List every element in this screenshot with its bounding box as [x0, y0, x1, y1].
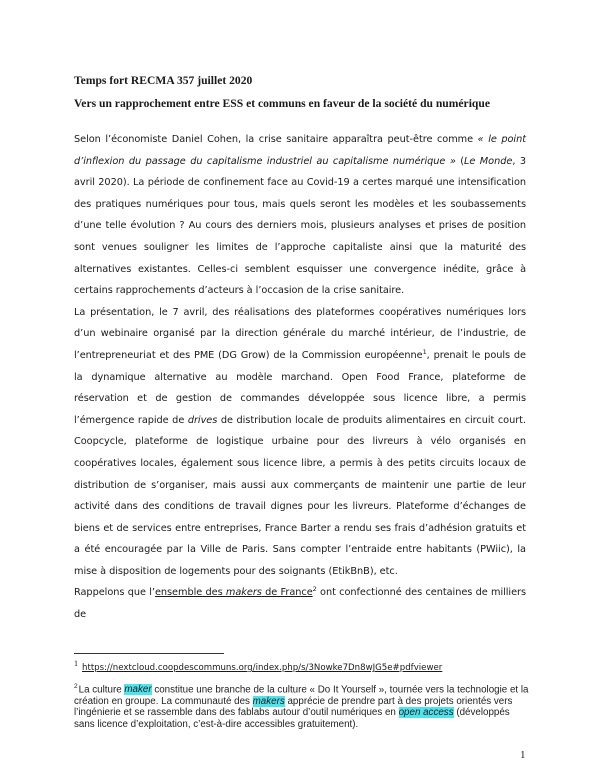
- paragraph-2: La présentation, le 7 avril, des réalisations des plateformes coopératives numériques lors d’un webinaire organisé par la direction générale du marché intérieur, de l’industrie, de l’entrepreneuriat et des PME (DG Grow) de la Commission européenne$^1$, prenait le pouls de la dynamique alternative au modèle marchand. Open Food France, plateforme de réservation et de gestion de commandes développée sous licence libre, a permis l’émergence rapide de drives de distribution locale de produits alimentaires en circuit court. Coopcycle, plateforme de logistique urbaine pour des livreurs à vélo organisés en coopératives locales, également sous licence libre, a permis à des petits circuits locaux de distribution de s’organiser, mais aussi aux commerçants de maintenir une partie de leur activité dans des conditions de travail dignes pour les livreurs. Plateforme d’échanges de biens et de services entre entreprises, France Barter a rendu ses frais d’adhésion gratuits et a été encouragée par la Ville de Paris. Sans compter l’entraide entre habitants (PWiic), la mise à disposition de logements pour des soignants (EtikBnB), etc.: [74, 306, 526, 577]
- paragraph-3: Rappelons que l’ensemble des makers de France$^2$ ont confectionné des centaines de milliers de: [74, 585, 527, 621]
- paragraph-1: Selon l’économiste Daniel Cohen, la crise sanitaire apparaîtra peut-être comme « le point d’inflexion du passage du capitalisme industriel au capitalisme numérique » (Le Monde, 3 avril 2020). La période de confinement face au Covid-19 a certes marqué une intensification des pratiques numériques pour tous, mais quels seront les modèles et les soubassements d’une telle évolution ? Au cours des derniers mois, plusieurs analyses et prises de position sont venues souligner les limites de l’approche capitaliste ainsi que la maturité des alternatives existantes. Celles-ci semblent esquisser une convergence inédite, grâce à certains rapprochements d’acteurs à l’occasion de la crise sanitaire.: [74, 134, 526, 297]
- document-kicker: Temps fort RECMA 357 juillet 2020: [74, 74, 253, 87]
- makers-link[interactable]: ensemble des makers de France: [154, 587, 313, 599]
- footnote-separator: [74, 653, 224, 654]
- highlight-maker: maker: [124, 684, 152, 696]
- footnote-2-number: 2: [74, 683, 78, 690]
- page-number: 1: [520, 749, 526, 761]
- footnote-1-link[interactable]: https://nextcloud.coopdescommuns.org/index.php/s/3Nowke7Dn8wJG5e#pdfviewer: [82, 662, 443, 673]
- highlight-open-access: open access: [398, 707, 454, 719]
- footnote-1-number: 1: [74, 659, 78, 668]
- document-title: Vers un rapprochement entre ESS et communs en faveur de la société du numérique: [74, 97, 490, 110]
- footnote-1: [74, 659, 442, 673]
- footnote-ref-2[interactable]: 2: [312, 585, 317, 594]
- cohen-quote: « le point d’inflexion du passage du capitalisme industriel au capitalisme numérique »: [74, 134, 526, 167]
- source-title: Le Monde: [464, 155, 513, 167]
- article-body: [74, 129, 526, 626]
- footnote-2: $^2$La culture maker constitue une branche de la culture « Do It Yourself », tournée vers la technologie et la création en groupe. La communauté des makers apprécie de prendre part à des projets orientés vers l’ingénierie et se rassemble dans des fablabs autour d’outil numériques en open access (développés sans licence d’exploitation, c’est-à-dire accessibles gratuitement).: [74, 683, 529, 731]
- highlight-makers: makers: [252, 695, 285, 707]
- footnote-ref-1[interactable]: 1: [422, 347, 427, 356]
